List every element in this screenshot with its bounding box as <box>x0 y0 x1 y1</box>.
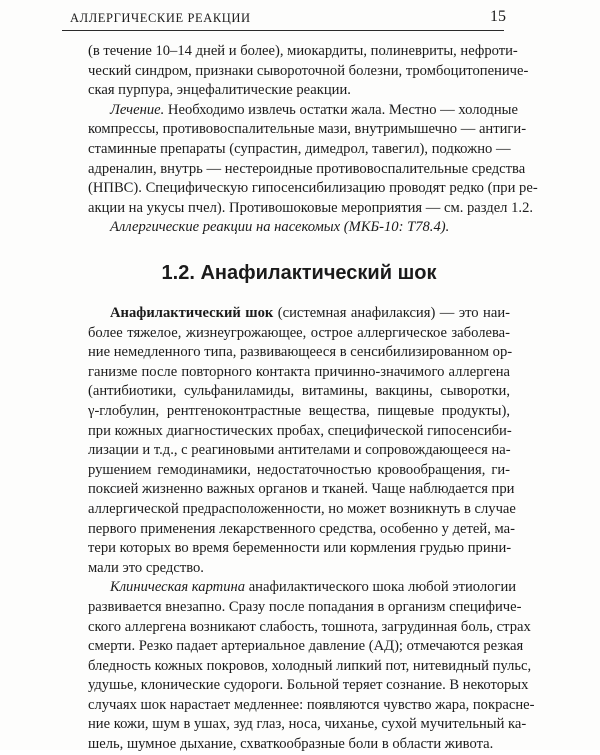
reference-line: Аллергические реакции на насекомых (МКБ-10: Т78.4). <box>110 219 450 236</box>
clinical-label: Клиническая картина <box>110 579 246 596</box>
text-line: ская пурпура, энцефалитические реакции. <box>88 82 351 99</box>
treatment-paragraph-first-line <box>88 101 518 121</box>
text-line: (НПВС). Специфическую гипосенсибилизацию проводят редко (при ре- <box>88 180 538 197</box>
treatment-label: Лечение. <box>110 101 165 118</box>
defined-term: Анафилактический шок <box>110 305 274 321</box>
text-line: ние немедленного типа, развивающееся в сенсибилизированном ор- <box>88 344 513 361</box>
text-run: (системная анафилаксия) — это наи- <box>273 305 510 321</box>
page-number: 15 <box>490 8 506 25</box>
text-line: ние кожи, шум в ушах, зуд глаз, носа, чиханье, сухой мучительный ка- <box>88 716 527 733</box>
text-line: удушье, клонические судороги. Больной теряет сознание. В некоторых <box>88 677 529 694</box>
text-line: ганизме после повторного контакта причинно-значимого аллергена <box>88 363 510 380</box>
text-line: (антибиотики, сульфаниламиды, витамины, вакцины, сыворотки, <box>88 383 510 400</box>
section-heading: 1.2. Анафилактический шок <box>161 262 437 284</box>
text-line: ческий синдром, признаки сывороточной болезни, тромбоцитопениче- <box>88 62 529 79</box>
text-line: лизации и т.д., с реагиновыми антителами и сопровождающееся на- <box>88 442 511 459</box>
text-line: бледность кожных покровов, холодный липкий пот, нитевидный пульс, <box>88 657 532 674</box>
text-line: компрессы, противовоспалительные мази, внутримышечно — антиги- <box>88 121 527 138</box>
text-line: мали это средство. <box>88 559 204 576</box>
text-line: поксией жизненно важных органов и тканей. Чаще наблюдается при <box>88 481 515 498</box>
text-line: развивается внезапно. Сразу после попадания в организм специфиче- <box>88 598 522 615</box>
text-run: Необходимо извлечь остатки жала. Местно — холодные <box>164 101 518 118</box>
text-line: первого применения лекарственного средства, особенно у детей, ма- <box>88 520 515 537</box>
text-line: более тяжелое, жизнеугрожающее, острое аллергическое заболева- <box>88 324 510 341</box>
text-line: рушением гемодинамики, недостаточностью кровообращения, ги- <box>88 461 510 478</box>
text-line: адреналин, внутрь — нестероидные противовоспалительные средства <box>88 160 526 177</box>
running-header-title: АЛЛЕРГИЧЕСКИЕ РЕАКЦИИ <box>70 11 251 25</box>
text-line: акции на укусы пчел). Противошоковые мероприятия — см. раздел 1.2. <box>88 199 534 216</box>
text-line: аллергической предрасположенности, но может возникнуть в случае <box>88 500 516 517</box>
running-header <box>62 8 504 31</box>
text-line: ского аллергена возникают слабость, тошнота, загрудинная боль, страх <box>88 618 531 635</box>
text-line: (в течение 10–14 дней и более), миокардиты, полиневриты, нефроти- <box>88 43 518 59</box>
section-b-text <box>88 304 535 755</box>
text-line: шель, шумное дыхание, схваткообразные боли в области живота. <box>88 736 494 753</box>
text-line: при кожных диагностических пробах, специфической гипосенсиби- <box>88 422 512 439</box>
section-a-text <box>88 42 538 238</box>
text-run: анафилактического шока любой этиологии <box>245 579 517 596</box>
text-line: стаминные препараты (супрастин, димедрол, тавегил), подкожно — <box>88 140 511 157</box>
clinical-paragraph-first-line <box>88 578 517 598</box>
text-line: тери которых во время беременности или кормления грудью прини- <box>88 540 512 557</box>
text-line: γ-глобулин, рентгеноконтрастные вещества, пищевые продукты), <box>88 402 510 419</box>
definition-paragraph-first-line <box>88 304 510 324</box>
text-line: смерти. Резко падает артериальное давление (АД); отмечаются резкая <box>88 638 524 655</box>
text-line: случаях шок нарастает медленнее: появляются чувство жара, покрасне- <box>88 696 535 713</box>
